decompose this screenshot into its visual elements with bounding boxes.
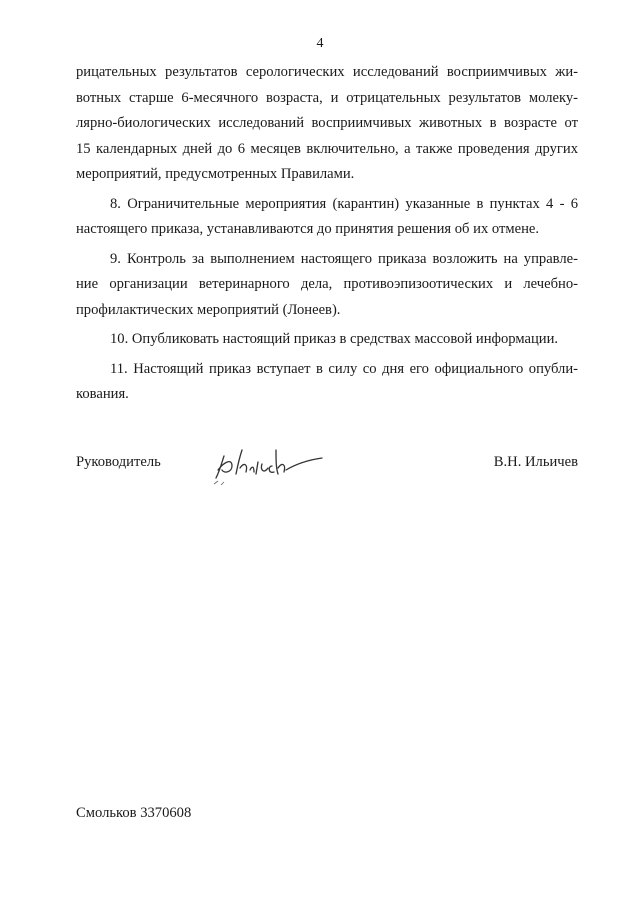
signatory-title: Руководитель (76, 454, 161, 470)
signatory-name: В.Н. Ильичев (493, 454, 578, 470)
body-line: 15 календарных дней до 6 месяцев включительно, а также проведения других (76, 140, 578, 157)
paragraph-9-line: ние организации ветеринарного дела, противоэпизоотических и лечебно- (76, 276, 578, 292)
paragraph-8-line: настоящего приказа, устанавливаются до принятия решения об их отмене. (76, 221, 540, 237)
signature-block (76, 446, 578, 482)
paragraph-9-line: профилактических мероприятий (Лонеев). (76, 301, 341, 318)
body-line: лярно-биологических исследований восприимчивых животных в возрасте от (76, 115, 578, 131)
body-line: вотных старше 6-месячного возраста, и отрицательных результатов молеку- (76, 89, 578, 106)
paragraph-10-line: 10. Опубликовать настоящий приказ в средствах массовой информации. (110, 331, 559, 347)
body-line: рицательных результатов серологических исследований восприимчивых жи- (76, 64, 578, 80)
page-number: 4 (316, 36, 324, 51)
paragraph-11-line: 11. Настоящий приказ вступает в силу со дня его официального опубли- (110, 360, 578, 377)
document-body (76, 60, 578, 408)
body-line: мероприятий, предусмотренных Правилами. (76, 166, 355, 182)
paragraph-8-line: 8. Ограничительные мероприятия (карантин) указанные в пунктах 4 - 6 (110, 195, 578, 212)
executor-contact: Смольков 3370608 (76, 805, 192, 821)
handwritten-signature (210, 440, 330, 490)
paragraph-9-line: 9. Контроль за выполнением настоящего приказа возложить на управле- (110, 250, 578, 267)
paragraph-11-line: кования. (76, 386, 129, 402)
